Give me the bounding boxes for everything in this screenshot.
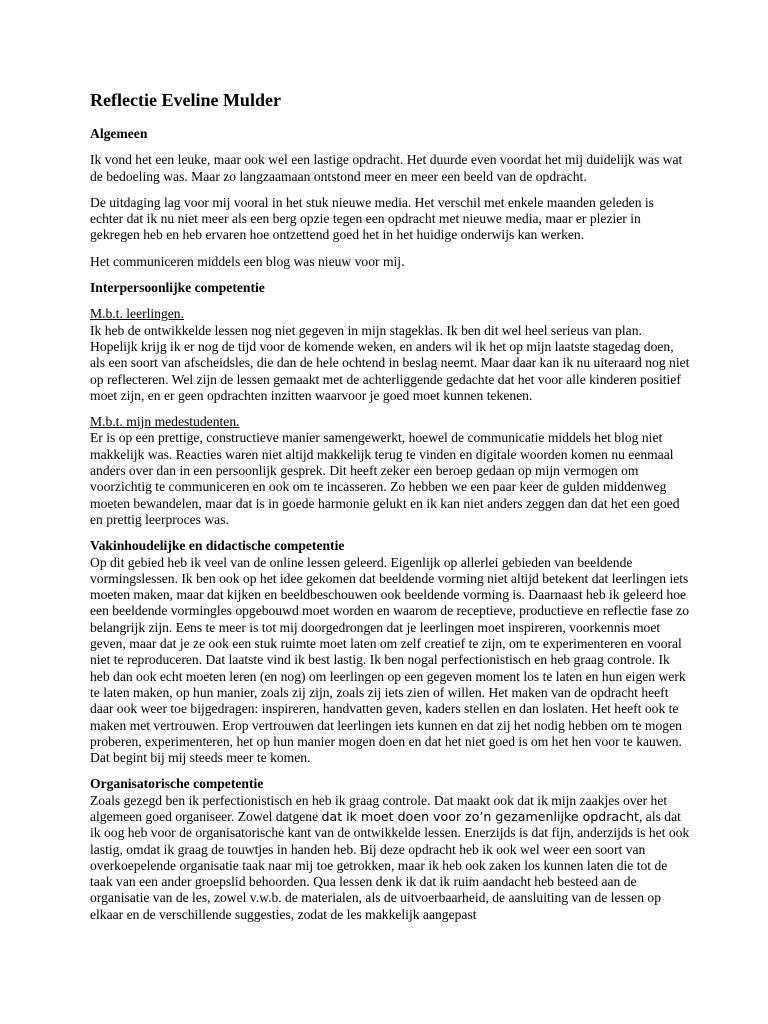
vakinhoudelijk-paragraph: Op dit gebied heb ik veel van de online lessen geleerd. Eigenlijk op allerlei gebieden van beeldende vormingslessen. Ik ben ook op het idee gekomen dat beeldende vorming niet altijd betekent dat leerlingen iets moeten maken, maar dat kijken en beeldbeschouwen ook beeldende vorming is. Daarnaast heb ik geleerd hoe een beeldende vormingles opgebouwd moet worden en waarom de receptieve, productieve en reflectie fase zo belangrijk zijn. Eens te meer is tot mij doorgedrongen dat je leerlingen moet inspireren, voorkennis moet geven, maar dat je ze ook een stuk ruimte moet laten om zelf creatief te zijn, om te experimenteren en vooral niet te reproduceren. Dat laatste vind ik best lastig. Ik ben nogal perfectionistisch en heb graag controle. Ik heb dan ook echt moeten leren (en nog) om leerlingen op een gegeven moment los te laten en hun eigen werk te laten maken, op hun manier, zoals zij zijn, zoals zij iets zien of willen. Het maken van de opdracht heeft daar ook weer toe bijgedragen: inspireren, handvatten geven, kaders stellen en dan loslaten. Het heeft ook te maken met vertrouwen. Erop vertrouwen dat leerlingen iets kunnen en dat zij het nodig hebben om te mogen proberen, experimenteren, het op hun manier mogen doen en dat het niet goed is om het hen voor te kauwen. Dat begint bij mij steeds meer te komen.: [90, 554, 689, 766]
organisatorisch-text-alt-font: dat ik moet doen voor zo’n gezamenlijke opdracht: [321, 808, 639, 824]
heading-vakinhoudelijk: Vakinhoudelijke en didactische competentie: [90, 538, 345, 554]
organisatorisch-text-start: Zoals gezegd ben ik perfectionistisch en heb ik graag controle. Dat maakt ook dat ik mijn zaakjes over het algemeen goed organiseer. Zowel datgene: [90, 792, 668, 824]
algemeen-paragraph-2: De uitdaging lag voor mij vooral in het stuk nieuwe media. Het verschil met enkele maanden geleden is echter dat ik nu niet meer als een berg opzie tegen een opdracht met nieuwe media, maar er plezier in gekregen heb en heb ervaren hoe ontzettend goed het in het huidige onderwijs kan werken.: [90, 194, 654, 243]
medestudenten-paragraph: Er is op een prettige, constructieve manier samengewerkt, hoewel de communicatie middels het blog niet makkelijk was. Reacties waren niet altijd makkelijk terug te vinden en digitale woorden komen nu eenmaal anders over dan in een persoonlijk gesprek. Dit heeft zeker een beroep gedaan op mijn vermogen om voorzichtig te communiceren en ook om te incasseren. Zo hebben we een paar keer de gulden middenweg moeten bewandelen, maar dat is in goede harmonie gelukt en ik kan niet anders zeggen dan dat het een goed en prettig leerproces was.: [90, 430, 680, 527]
algemeen-paragraph-3: Het communiceren middels een blog was nieuw voor mij.: [90, 253, 405, 269]
subheading-medestudenten: M.b.t. mijn medestudenten.: [90, 414, 240, 430]
document-title: Reflectie Eveline Mulder: [90, 90, 281, 110]
heading-algemeen: Algemeen: [90, 126, 148, 141]
subheading-leerlingen: M.b.t. leerlingen.: [90, 306, 185, 322]
leerlingen-paragraph: Ik heb de ontwikkelde lessen nog niet gegeven in mijn stageklas. Ik ben dit wel heel serieus van plan. Hopelijk krijg ik er nog de tijd voor de komende weken, en anders wil ik het op mijn laatste stagedag doen, als een soort van afscheidsles, die dan de hele ochtend in beslag neemt. Maar daar kan ik nu uiteraard nog niet op reflecteren. Wel zijn de lessen gemaakt met de achterliggende gedachte dat het voor alle kinderen positief moet zijn, en er geen opdrachten inzitten waarvoor je goed moet kunnen tekenen.: [90, 322, 690, 403]
heading-interpersoonlijk: Interpersoonlijke competentie: [90, 280, 265, 296]
organisatorisch-text-end: , als dat ik oog heb voor de organisatorische kant van de ontwikkelde lessen. Enerzijds is dat fijn, anderzijds is het ook lastig, omdat ik graag de touwtjes in handen heb. Bij deze opdracht heb ik ook wel weer een soort van overkoepelende organisatie taak naar mij toe getrokken, maar ik heb ook zaken los kunnen laten die tot de taak van een ander groepslid behoorden. Qua lessen denk ik dat ik ruim aandacht heb besteed aan de organisatie van de les, zowel v.w.b. de materialen, als de uitvoerbaarheid, de aansluiting van de lessen op elkaar en de verschillende suggesties, zodat de les makkelijk aangepast: [90, 808, 690, 922]
heading-organisatorisch: Organisatorische competentie: [90, 776, 264, 792]
organisatorisch-paragraph: [90, 793, 690, 923]
algemeen-paragraph-1: Ik vond het een leuke, maar ook wel een lastige opdracht. Het duurde even voordat het mij duidelijk was wat de bedoeling was. Maar zo langzaamaan ontstond meer en meer een beeld van de opdracht.: [90, 152, 683, 184]
document-body: [90, 88, 690, 923]
